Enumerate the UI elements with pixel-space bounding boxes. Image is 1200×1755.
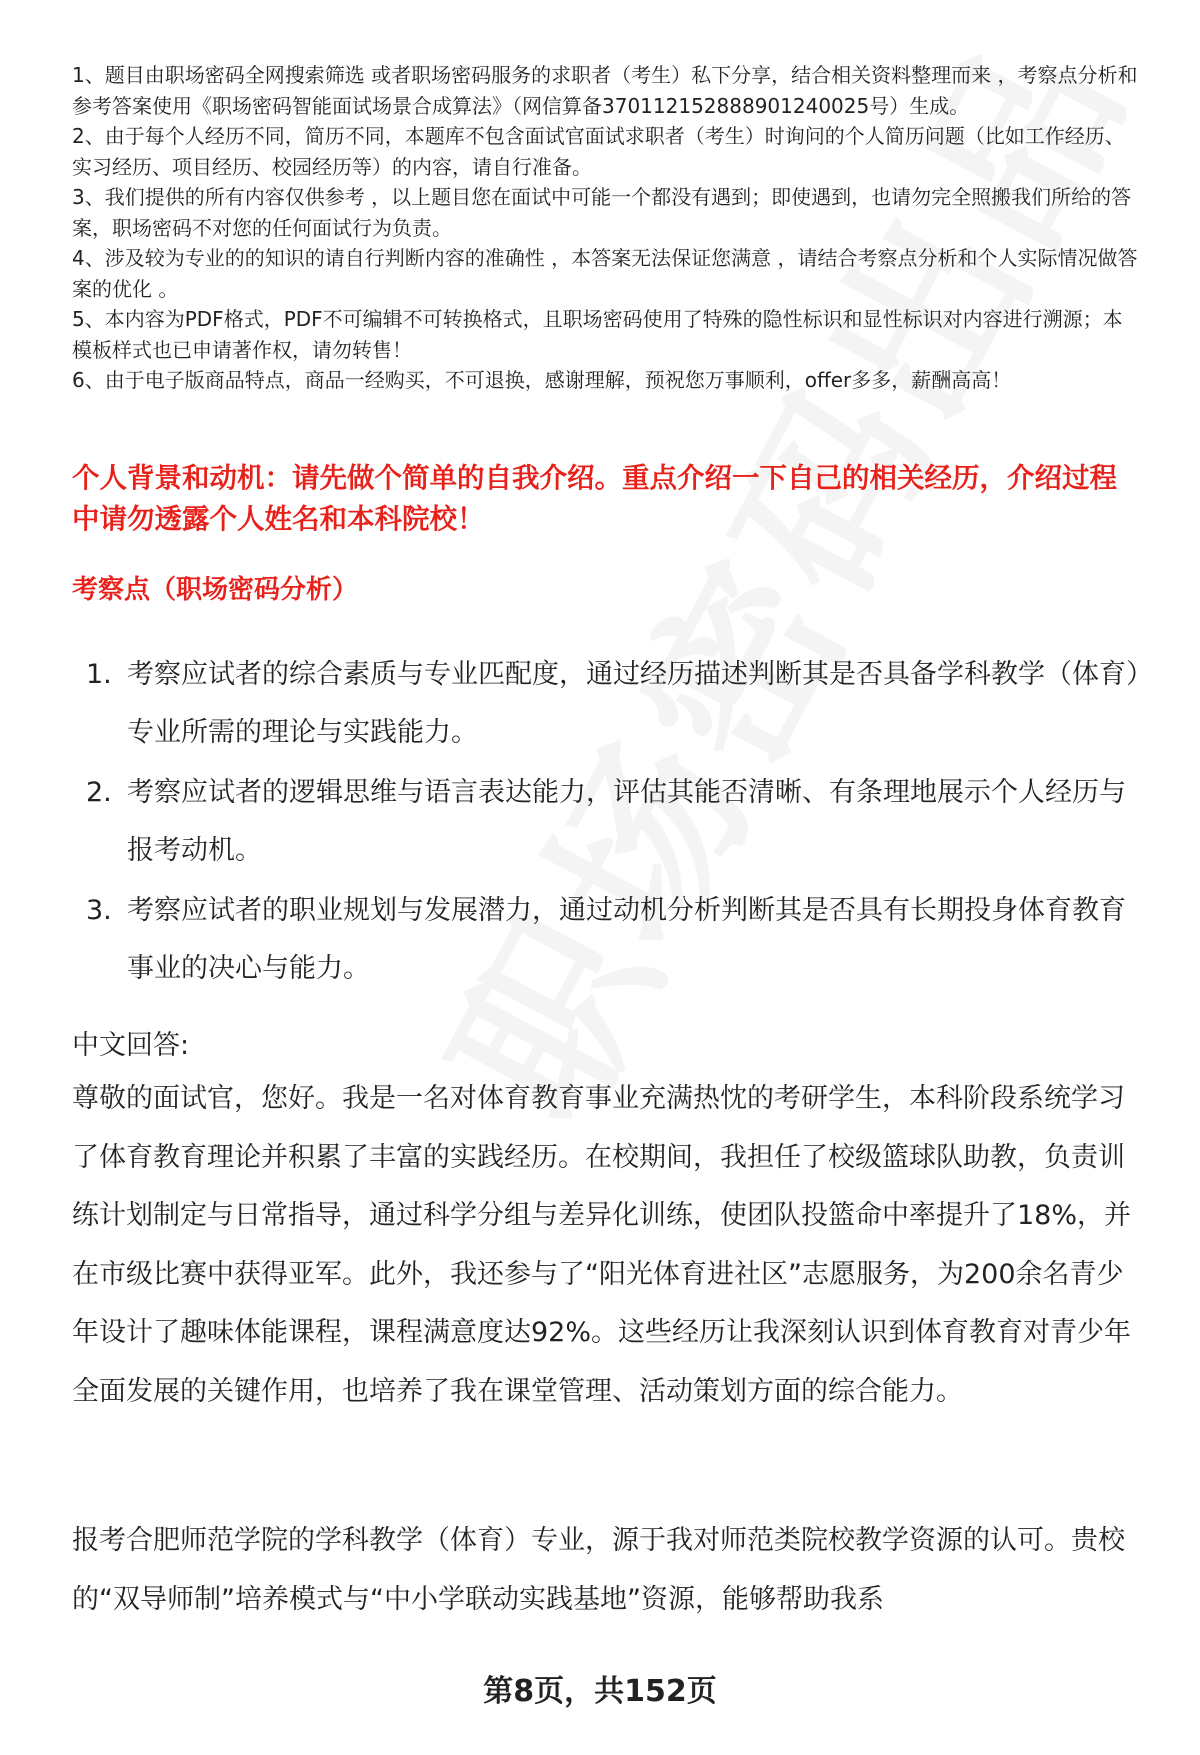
point-number: 1. <box>86 659 112 690</box>
question-title: 个人背景和动机：请先做个简单的自我介绍。重点介绍一下自己的相关经历，介绍过程中请勿透露个人姓名和本科院校！ <box>72 462 1117 535</box>
disclaimer-item: 1、题目由职场密码全网搜索筛选 或者职场密码服务的求职者（考生）私下分享，结合相关资料整理而来 ，考察点分析和参考答案使用《职场密码智能面试场景合成算法》（网信算备370112152888901240025号）生成。 <box>72 63 1138 118</box>
point-number: 3. <box>86 895 112 926</box>
assessment-point <box>72 764 1140 880</box>
points-heading: 考察点（职场密码分析） <box>72 575 359 605</box>
disclaimer-item: 5、本内容为PDF格式，PDF不可编辑不可转换格式，且职场密码使用了特殊的隐性标识和显性标识对内容进行溯源；本模板样式也已申请著作权，请勿转售！ <box>72 307 1123 362</box>
page-number: 第8页，共152页 <box>483 1674 717 1709</box>
point-text: 考察应试者的职业规划与发展潜力，通过动机分析判断其是否具有长期投身体育教育事业的决心与能力。 <box>127 895 1126 984</box>
answer-paragraph: 尊敬的面试官，您好。我是一名对体育教育事业充满热忱的考研学生，本科阶段系统学习了体育教育理论并积累了丰富的实践经历。在校期间，我担任了校级篮球队助教，负责训练计划制定与日常指导，通过科学分组与差异化训练，使团队投篮命中率提升了18%，并在市级比赛中获得亚军。此外，我还参与了“阳光体育进社区”志愿服务，为200余名青少年设计了趣味体能课程，课程满意度达92%。这些经历让我深刻认识到体育教育对青少年全面发展的关键作用，也培养了我在课堂管理、活动策划方面的综合能力。 <box>72 1083 1132 1407</box>
assessment-point <box>72 646 1140 762</box>
disclaimer-item: 6、由于电子版商品特点，商品一经购买，不可退换，感谢理解，预祝您万事顺利，offer多多，薪酬高高！ <box>72 368 1012 392</box>
disclaimer-item: 3、我们提供的所有内容仅供参考 ，以上题目您在面试中可能一个都没有遇到；即使遇到，也请勿完全照搬我们所给的答案，职场密码不对您的任何面试行为负责。 <box>72 185 1132 240</box>
disclaimer-item: 2、由于每个人经历不同，简历不同，本题库不包含面试官面试求职者（考生）时询问的个人简历问题（比如工作经历、实习经历、项目经历、校园经历等）的内容，请自行准备。 <box>72 124 1125 179</box>
assessment-points-list <box>72 646 1140 1000</box>
disclaimer-block <box>72 60 1140 396</box>
disclaimer-item: 4、涉及较为专业的的知识的请自行判断内容的准确性 ，本答案无法保证您满意 ，请结合考察点分析和个人实际情况做答案的优化 。 <box>72 246 1138 301</box>
answer-heading: 中文回答: <box>72 1030 190 1061</box>
point-text: 考察应试者的逻辑思维与语言表达能力，评估其能否清晰、有条理地展示个人经历与报考动机。 <box>127 777 1126 866</box>
point-number: 2. <box>86 777 112 808</box>
point-text: 考察应试者的综合素质与专业匹配度，通过经历描述判断其是否具备学科教学（体育）专业所需的理论与实践能力。 <box>127 659 1140 748</box>
assessment-point <box>72 882 1140 998</box>
answer-paragraph: 报考合肥师范学院的学科教学（体育）专业，源于我对师范类院校教学资源的认可。贵校的“双导师制”培养模式与“中小学联动实践基地”资源，能够帮助我系 <box>72 1525 1125 1615</box>
